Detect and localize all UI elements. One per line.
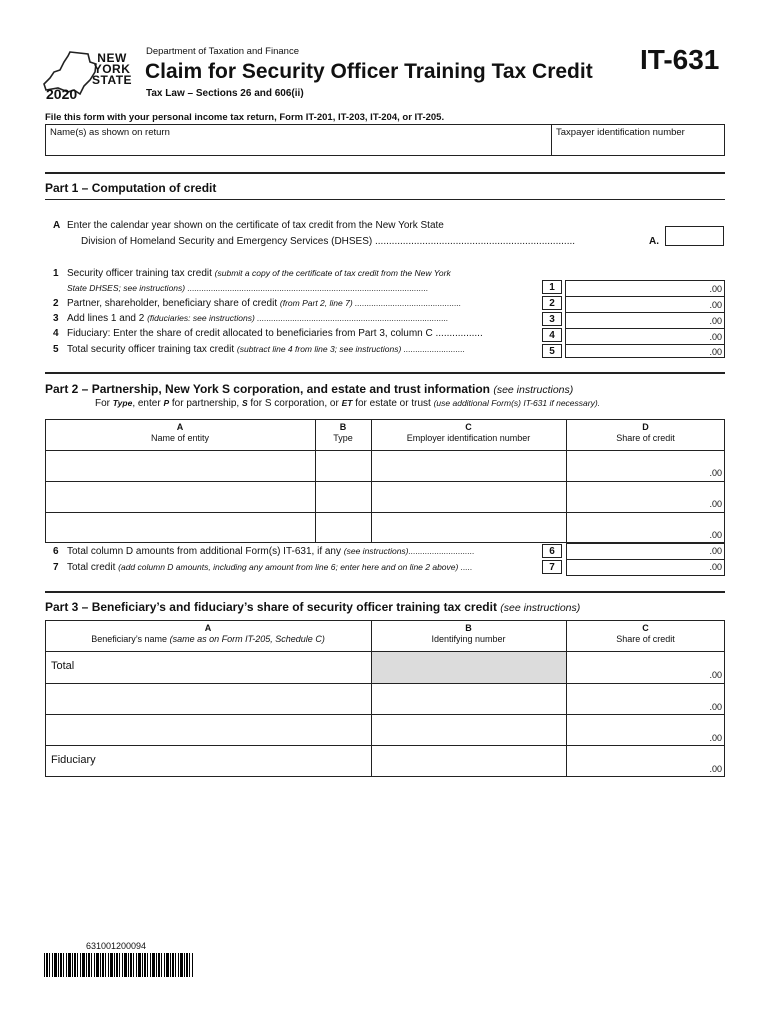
part3-total-label: Total <box>51 660 75 672</box>
part3-row3-share-input[interactable]: .00 <box>709 733 722 743</box>
lineA-label: A <box>53 220 61 231</box>
part3-total-share-input[interactable]: .00 <box>709 670 722 680</box>
name-label: Name(s) as shown on return <box>50 127 170 138</box>
part3-col-a-header: A Beneficiary’s name (same as on Form IT-205, Schedule C) <box>91 623 325 644</box>
line3-amount-input[interactable]: .00 <box>709 316 722 326</box>
part3-title: Part 3 – Beneficiary’s and fiduciary’s share of security officer training tax credit (see instructions) <box>45 600 581 614</box>
part2-col-c-header: C Employer identification number <box>406 422 531 443</box>
line4-text: 4 Fiduciary: Enter the share of credit allocated to beneficiaries from Part 3, column C ................. <box>53 328 483 339</box>
taxpayer-id-input[interactable] <box>553 138 723 154</box>
line7-amount-input[interactable]: .00 <box>709 562 722 572</box>
lineA-box-label: A. <box>649 236 659 247</box>
line5-amount-input[interactable]: .00 <box>709 347 722 357</box>
file-note: File this form with your personal income tax return, Form IT-201, IT-203, IT-204, or IT-205. <box>45 112 445 123</box>
department-name: Department of Taxation and Finance <box>146 46 299 57</box>
logo-text-state: STATE <box>92 73 133 87</box>
page-title: Claim for Security Officer Training Tax Credit <box>145 60 593 83</box>
line1-text: 1 Security officer training tax credit (submit a copy of the certificate of tax credit from the New York <box>53 268 451 279</box>
part3-col-c-header: C Share of credit <box>616 623 675 644</box>
line7-text: 7 Total credit (add column D amounts, including any amount from line 6; enter here and on line 2 above) ..... <box>53 562 473 573</box>
part3-row2-share-input[interactable]: .00 <box>709 702 722 712</box>
line2-text: 2 Partner, shareholder, beneficiary share of credit (from Part 2, line 7) ............................................. <box>53 298 462 309</box>
lineA-text: A Enter the calendar year shown on the certificate of tax credit from the New York State <box>53 220 444 231</box>
line1-amount-input[interactable]: .00 <box>709 284 722 294</box>
line1-text2: State DHSES; see instructions) ...................................................................................................... <box>67 283 429 293</box>
barcode-number: 631001200094 <box>86 941 147 951</box>
part1-title: Part 1 – Computation of credit <box>45 181 217 195</box>
line2-amount-input[interactable]: .00 <box>709 300 722 310</box>
logo-text-new: NEW <box>97 51 127 65</box>
part2-row2-share-input[interactable]: .00 <box>709 499 722 509</box>
line2-box: 2 <box>542 296 562 310</box>
line6-text: 6 Total column D amounts from additional Form(s) IT-631, if any (see instructions)............................ <box>53 546 475 557</box>
part2-instructions: For Type, enter P for partnership, S for S corporation, or ET for estate or trust (use additional Form(s) IT-631 if necessary). <box>95 398 601 409</box>
line3-box: 3 <box>542 312 562 326</box>
part3-fiduciary-share-input[interactable]: .00 <box>709 764 722 774</box>
part2-title: Part 2 – Partnership, New York S corporation, and estate and trust information (see instructions) <box>45 382 574 396</box>
line7-box: 7 <box>542 560 562 574</box>
part2-row3-share-input[interactable]: .00 <box>709 530 722 540</box>
logo-text-york: YORK <box>93 62 131 76</box>
line5-text: 5 Total security officer training tax credit (subtract line 4 from line 3; see instructions) .......................... <box>53 344 466 355</box>
line6-amount-input[interactable]: .00 <box>709 546 722 556</box>
tax-law-subtitle: Tax Law – Sections 26 and 606(ii) <box>146 88 304 99</box>
form-id: IT-631 <box>640 44 720 75</box>
taxpayer-id-label: Taxpayer identification number <box>556 127 685 138</box>
total-row-shaded-cell <box>372 652 566 683</box>
part3-fiduciary-label: Fiduciary <box>51 754 96 766</box>
line4-amount-input[interactable]: .00 <box>709 332 722 342</box>
part2-row1-share-input[interactable]: .00 <box>709 468 722 478</box>
lineA-year-input[interactable] <box>665 226 724 246</box>
nys-logo <box>40 50 135 102</box>
form-year: 2020 <box>46 86 78 102</box>
line3-text: 3 Add lines 1 and 2 (fiduciaries: see instructions) ................................................................................. <box>53 313 449 324</box>
lineA-text2: Division of Homeland Security and Emergency Services (DHSES) ........................................................................ <box>81 236 576 247</box>
line6-box: 6 <box>542 544 562 558</box>
line5-box: 5 <box>542 344 562 358</box>
name-input[interactable] <box>47 138 549 154</box>
part3-col-b-header: B Identifying number <box>431 623 506 644</box>
barcode <box>44 953 194 977</box>
line1-box: 1 <box>542 280 562 294</box>
part2-col-a-header: A Name of entity <box>150 422 210 443</box>
part2-col-b-header: B Type <box>333 422 353 443</box>
part2-col-d-header: D Share of credit <box>616 422 675 443</box>
line4-box: 4 <box>542 328 562 342</box>
